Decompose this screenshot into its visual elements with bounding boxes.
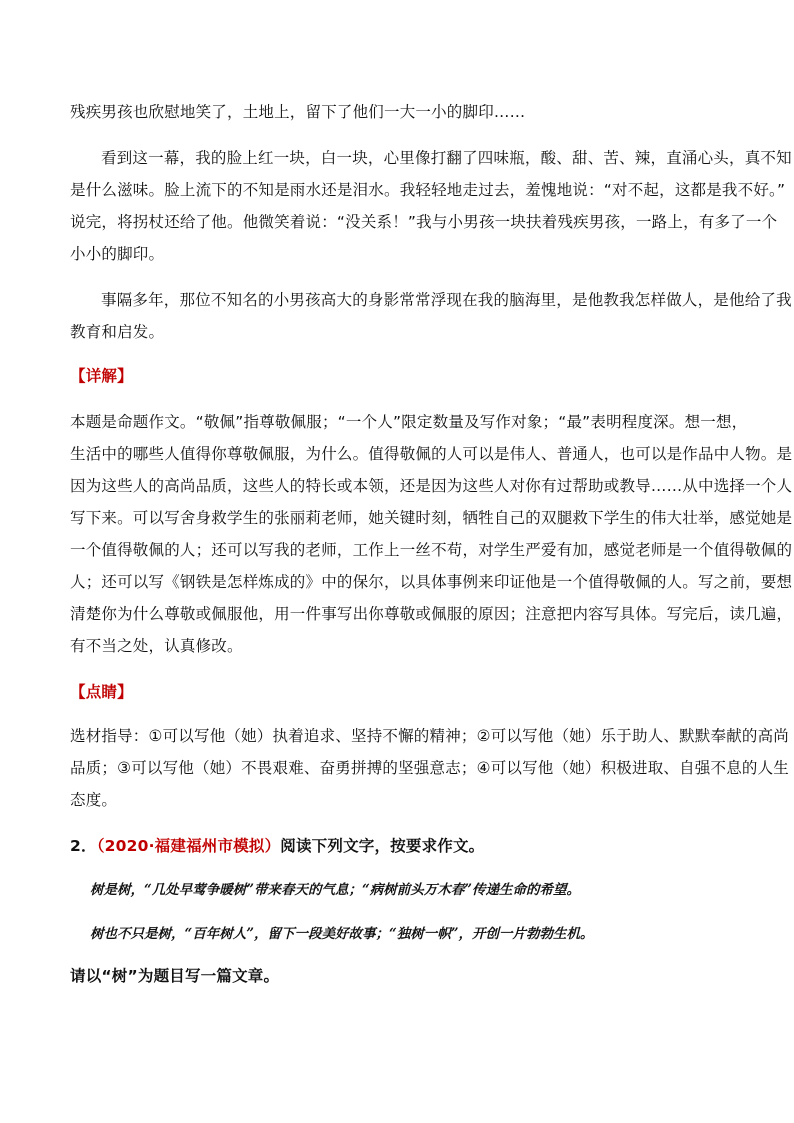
story-line: 说完，将拐杖还给了他。他微笑着说：“没关系！”我与小男孩一块扶着残疾男孩，一路上，有多了一个 <box>70 213 778 231</box>
point-heading: 【点睛】 <box>70 683 133 701</box>
detail-line: 有不当之处，认真修改。 <box>70 637 243 655</box>
detail-heading: 【详解】 <box>70 367 133 385</box>
detail-line: 因为这些人的高尚品质，这些人的特长或本领，还是因为这些人对你有过帮助或教导……从中选择一个人 <box>70 477 793 495</box>
point-line: 品质；③可以写他（她）不畏艰难、奋勇拼搏的坚强意志；④可以写他（她）积极进取、自强不息的人生 <box>70 759 789 777</box>
prompt-quote: 树也不只是树，“百年树人”，留下一段美好故事；“独树一帜”，开创一片勃勃生机。 <box>90 926 594 942</box>
detail-line: 清楚你为什么尊敬或佩服他，用一件事写出你尊敬或佩服的原因；注意把内容写具体。写完后，读几遍， <box>70 605 793 623</box>
question-source: （2020·福建福州市模拟） <box>96 837 281 855</box>
point-line: 选材指导：①可以写他（她）执着追求、坚持不懈的精神；②可以写他（她）乐于助人、默默奉献的高尚 <box>70 727 789 745</box>
question-instruction: 阅读下列文字，按要求作文。 <box>280 837 485 855</box>
detail-line: 写下来。可以写舍身救学生的张丽莉老师，她关键时刻，牺牲自己的双腿救下学生的伟大壮举，感觉她是 <box>70 509 793 527</box>
point-line: 态度。 <box>70 791 118 809</box>
story-line: 是什么滋味。脸上流下的不知是雨水还是泪水。我轻轻地走过去，羞愧地说：“对不起，这都是我不好。” <box>70 181 786 199</box>
prompt-quote: 树是树，“几处早莺争暖树”带来春天的气息；“病树前头万木春”传递生命的希望。 <box>90 882 581 898</box>
story-line: 看到这一幕，我的脸上红一块，白一块，心里像打翻了四味瓶，酸、甜、苦、辣，直涌心头，真不知 <box>101 149 792 167</box>
detail-line: 生活中的哪些人值得你尊敬佩服，为什么。值得敬佩的人可以是伟人、普通人，也可以是作品中人物。是 <box>70 445 793 463</box>
story-line: 小小的脚印。 <box>70 245 165 263</box>
detail-line: 本题是命题作文。“敬佩”指尊敬佩服；“一个人”限定数量及写作对象；“最”表明程度深。想一想， <box>70 413 748 431</box>
story-line: 事隔多年，那位不知名的小男孩高大的身影常常浮现在我的脑海里，是他教我怎样做人，是他给了我 <box>101 291 792 309</box>
detail-line: 一个值得敬佩的人；还可以写我的老师，工作上一丝不苟，对学生严爱有加，感觉老师是一个值得敬佩的 <box>70 541 793 559</box>
question-header <box>70 836 484 856</box>
writing-task: 请以“树”为题目写一篇文章。 <box>70 967 280 985</box>
detail-line: 人；还可以写《钢铁是怎样炼成的》中的保尔，以具体事例来印证他是一个值得敬佩的人。写之前，要想 <box>70 573 793 591</box>
story-line: 教育和启发。 <box>70 323 165 341</box>
story-line: 残疾男孩也欣慰地笑了，土地上，留下了他们一大一小的脚印…… <box>70 103 526 121</box>
question-number: 2． <box>70 837 97 855</box>
